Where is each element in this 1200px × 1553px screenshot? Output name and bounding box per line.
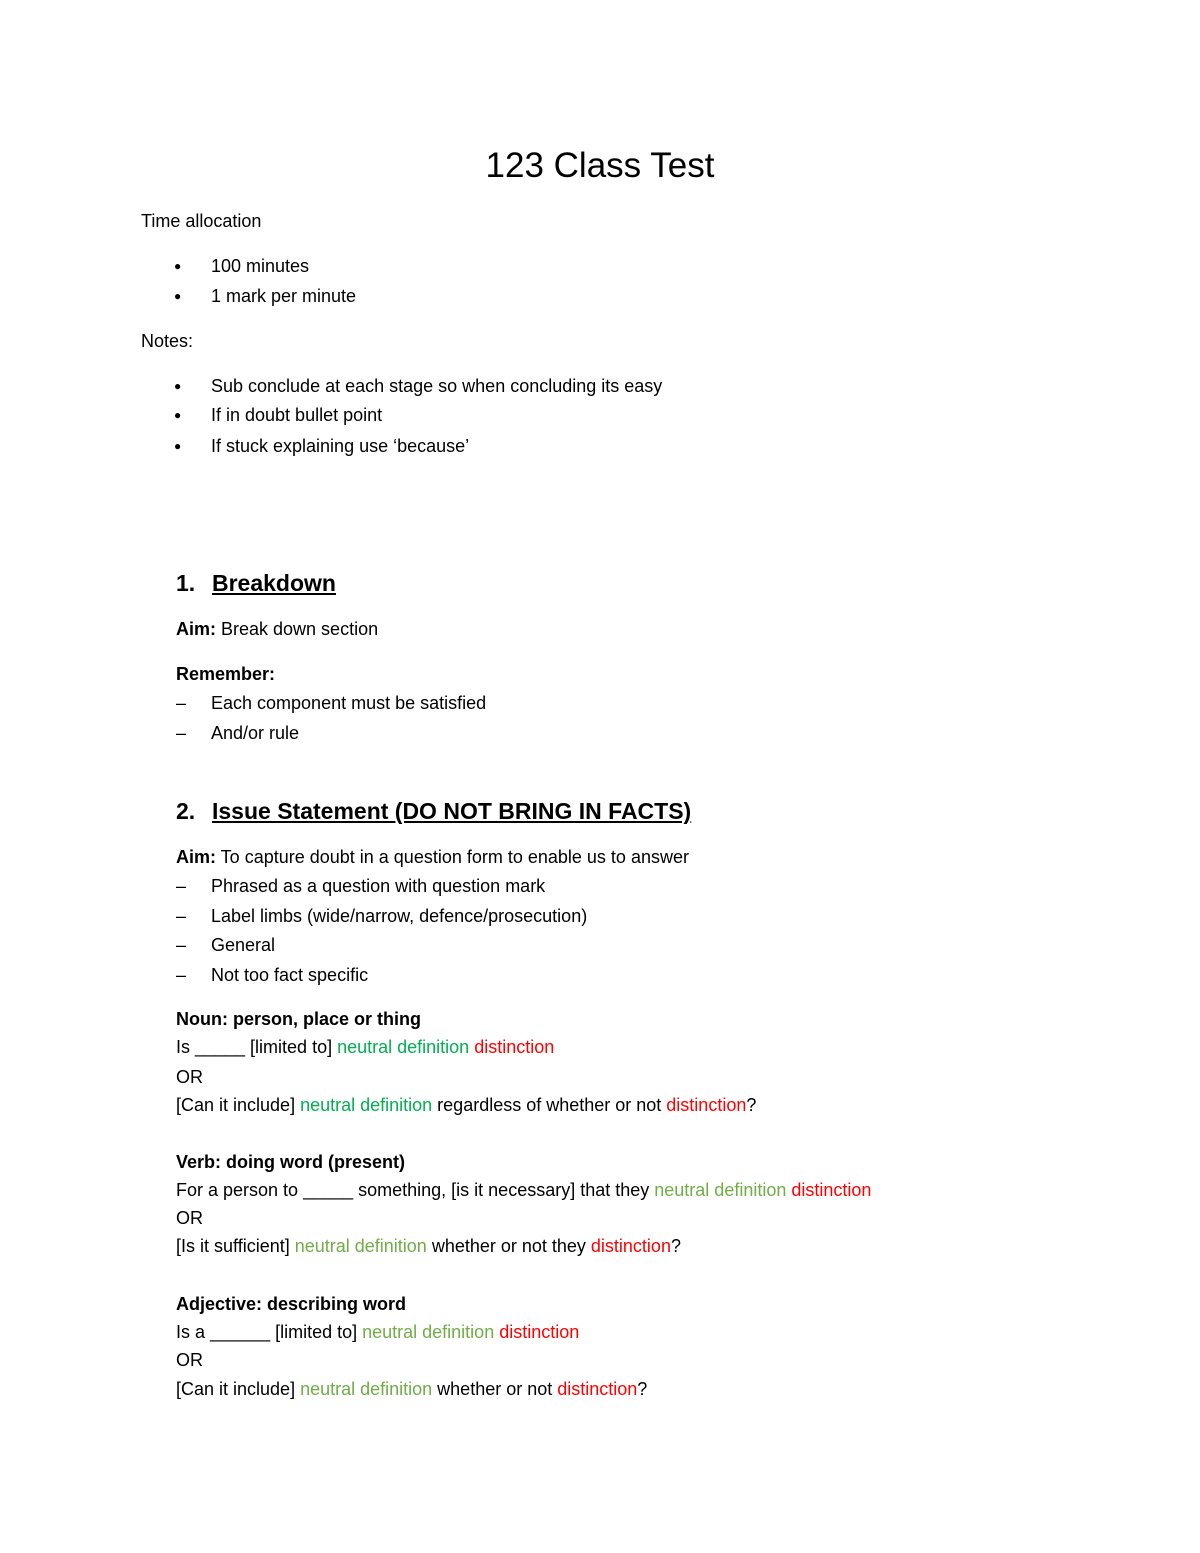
dash-icon: – — [176, 876, 187, 896]
section-title: Issue Statement (DO NOT BRING IN FACTS) — [212, 798, 692, 824]
noun-template-line — [176, 1091, 756, 1120]
template-text: whether or not they — [426, 1236, 591, 1256]
template-text: Is a ______ [limited to] — [176, 1322, 363, 1342]
section-number: 2. — [176, 798, 196, 824]
noun-heading: Noun: person, place or thing — [176, 1009, 422, 1029]
distinction-text: distinction — [469, 1037, 555, 1057]
aim-text: To capture doubt in a question form to enable us to answer — [216, 847, 689, 867]
dash-icon: – — [176, 906, 187, 926]
neutral-definition-text: neutral definition — [300, 1095, 433, 1115]
list-item-text: Label limbs (wide/narrow, defence/prosecution) — [211, 906, 588, 926]
noun-template-line — [176, 1033, 554, 1062]
section-title: Breakdown — [212, 570, 336, 596]
verb-heading: Verb: doing word (present) — [176, 1152, 406, 1172]
aim-line — [176, 843, 689, 872]
template-text: [Is it sufficient] — [176, 1236, 295, 1256]
template-text: For a person to _____ something, [is it necessary] that they — [176, 1180, 655, 1200]
list-item-text: Not too fact specific — [211, 965, 369, 985]
list-item-text: Sub conclude at each stage so when concluding its easy — [211, 376, 663, 396]
neutral-definition-text: neutral definition — [654, 1180, 787, 1200]
aim-label: Aim: — [176, 847, 216, 867]
dash-icon: – — [176, 965, 187, 985]
list-item-text: And/or rule — [211, 723, 300, 743]
distinction-text: distinction — [494, 1322, 580, 1342]
bullet-icon: ● — [174, 379, 182, 393]
remember-label: Remember: — [176, 664, 276, 684]
adjective-heading: Adjective: describing word — [176, 1294, 407, 1314]
dash-icon: – — [176, 723, 187, 743]
template-text: regardless of whether or not — [432, 1095, 667, 1115]
verb-or: OR — [176, 1208, 203, 1228]
aim-line — [176, 615, 378, 644]
page-title: 123 Class Test — [485, 146, 715, 185]
template-text: whether or not — [432, 1379, 558, 1399]
distinction-text: distinction — [557, 1379, 638, 1399]
distinction-text: distinction — [786, 1180, 872, 1200]
notes-label: Notes: — [141, 331, 194, 351]
aim-text: Break down section — [216, 619, 379, 639]
list-item-text: General — [211, 935, 276, 955]
noun-or: OR — [176, 1067, 203, 1087]
dash-icon: – — [176, 935, 187, 955]
section-number: 1. — [176, 570, 196, 596]
neutral-definition-text: neutral definition — [362, 1322, 495, 1342]
list-item-text: If in doubt bullet point — [211, 405, 383, 425]
template-text: [Can it include] — [176, 1379, 301, 1399]
list-item-text: 1 mark per minute — [211, 286, 357, 306]
verb-template-line — [176, 1232, 681, 1261]
aim-label: Aim: — [176, 619, 216, 639]
template-text: ? — [746, 1095, 757, 1115]
bullet-icon: ● — [174, 439, 182, 453]
list-item-text: 100 minutes — [211, 256, 310, 276]
neutral-definition-text: neutral definition — [300, 1379, 433, 1399]
adjective-template-line — [176, 1318, 579, 1347]
list-item-text: Each component must be satisfied — [211, 693, 487, 713]
distinction-text: distinction — [590, 1236, 671, 1256]
verb-template-line — [176, 1176, 871, 1205]
template-text: ? — [637, 1379, 648, 1399]
adjective-or: OR — [176, 1350, 203, 1370]
bullet-icon: ● — [174, 259, 182, 273]
template-text: Is _____ [limited to] — [176, 1037, 338, 1057]
distinction-text: distinction — [666, 1095, 747, 1115]
template-text: ? — [670, 1236, 681, 1256]
bullet-icon: ● — [174, 289, 182, 303]
template-text: [Can it include] — [176, 1095, 301, 1115]
time-allocation-label: Time allocation — [141, 211, 262, 231]
bullet-icon: ● — [174, 408, 182, 422]
neutral-definition-text: neutral definition — [337, 1037, 470, 1057]
list-item-text: If stuck explaining use ‘because’ — [211, 436, 470, 456]
list-item-text: Phrased as a question with question mark — [211, 876, 546, 896]
adjective-template-line — [176, 1375, 647, 1404]
dash-icon: – — [176, 693, 187, 713]
neutral-definition-text: neutral definition — [294, 1236, 427, 1256]
